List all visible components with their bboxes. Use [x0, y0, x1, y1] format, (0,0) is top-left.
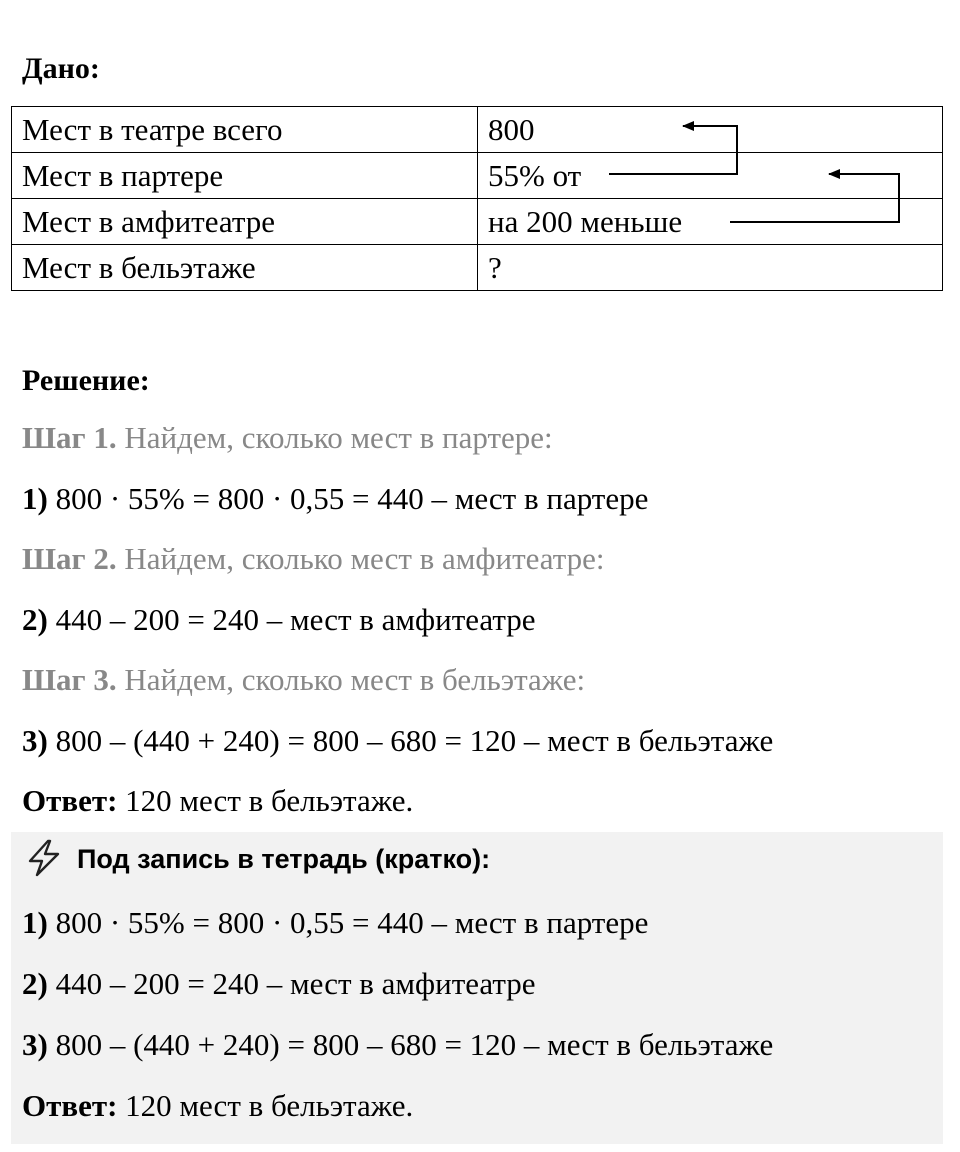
line-number: 2) — [22, 966, 48, 1001]
step-label: Шаг 2. — [22, 541, 117, 576]
line-text: 440 – 200 = 240 – мест в амфитеатре — [47, 602, 536, 637]
line-number: 1) — [22, 481, 48, 516]
table-row — [12, 199, 943, 245]
short-line-2 — [22, 966, 536, 1002]
table-cell-label: Мест в партере — [12, 153, 478, 199]
table-row — [12, 107, 943, 153]
line-number: 3) — [22, 1027, 48, 1062]
solution-line-2 — [22, 602, 536, 638]
table-row — [12, 245, 943, 291]
step-2 — [22, 541, 605, 577]
line-text: 800 · 55% = 800 · 0,55 = 440 – мест в партере — [47, 481, 649, 516]
line-text: 800 – (440 + 240) = 800 – 680 = 120 – мест в бельэтаже — [47, 723, 774, 758]
short-notes-title: Под запись в тетрадь (кратко): — [77, 844, 491, 874]
table-cell-value: ? — [478, 245, 943, 291]
line-text: 800 · 55% = 800 · 0,55 = 440 – мест в партере — [47, 905, 649, 940]
given-table — [11, 106, 943, 291]
table-cell-value: 55% от — [478, 153, 943, 199]
step-label: Шаг 1. — [22, 420, 117, 455]
table-row — [12, 153, 943, 199]
step-text: Найдем, сколько мест в бельэтаже: — [116, 662, 586, 697]
step-3 — [22, 662, 585, 698]
step-1 — [22, 420, 553, 456]
table-cell-label: Мест в амфитеатре — [12, 199, 478, 245]
line-number: 3) — [22, 723, 48, 758]
answer-text: 120 мест в бельэтаже. — [117, 783, 414, 818]
line-number: 1) — [22, 905, 48, 940]
solution-title: Решение: — [22, 364, 150, 397]
table-cell-value: на 200 меньше — [478, 199, 943, 245]
solution-line-3 — [22, 723, 773, 759]
line-text: 440 – 200 = 240 – мест в амфитеатре — [47, 966, 536, 1001]
step-text: Найдем, сколько мест в партере: — [116, 420, 553, 455]
solution-answer — [22, 783, 413, 819]
line-text: 800 – (440 + 240) = 800 – 680 = 120 – мест в бельэтаже — [47, 1027, 774, 1062]
short-answer — [22, 1088, 413, 1124]
given-title: Дано: — [22, 52, 100, 85]
short-line-1 — [22, 905, 648, 941]
answer-label: Ответ: — [22, 1088, 118, 1123]
short-line-3 — [22, 1027, 773, 1063]
solution-line-1 — [22, 481, 648, 517]
step-label: Шаг 3. — [22, 662, 117, 697]
answer-label: Ответ: — [22, 783, 118, 818]
table-cell-label: Мест в театре всего — [12, 107, 478, 153]
lightning-icon — [22, 838, 66, 878]
table-cell-value: 800 — [478, 107, 943, 153]
step-text: Найдем, сколько мест в амфитеатре: — [116, 541, 605, 576]
answer-text: 120 мест в бельэтаже. — [117, 1088, 414, 1123]
line-number: 2) — [22, 602, 48, 637]
table-cell-label: Мест в бельэтаже — [12, 245, 478, 291]
